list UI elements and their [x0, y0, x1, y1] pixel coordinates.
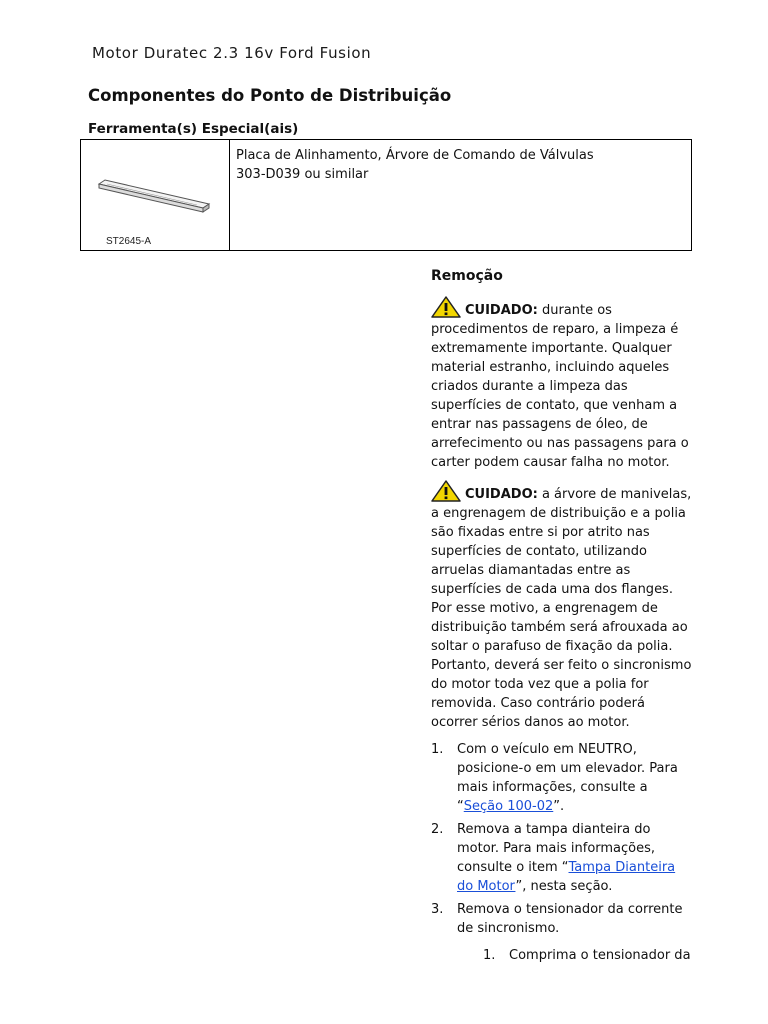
link-secao-100-02[interactable]: Seção 100-02 [463, 799, 554, 814]
tool-description-line1: Placa de Alinhamento, Árvore de Comando de Válvulas [236, 148, 594, 163]
removal-title: Remoção [431, 268, 503, 284]
caution-label: CUIDADO: [465, 303, 538, 318]
step-number: 2. [431, 822, 444, 837]
sub-list-item [457, 946, 693, 965]
caution-2 [431, 480, 693, 732]
link-tampa-dianteira[interactable]: Tampa Dianteira do Motor [457, 860, 676, 894]
step-text: Com o veículo em NEUTRO, posicione-o em um elevador. Para mais informações, consulte a “ [457, 742, 678, 814]
list-item [431, 740, 693, 816]
step-text: Remova a tampa dianteira do motor. Para mais informações, consulte o item “ [457, 822, 656, 875]
caution-1 [431, 296, 693, 472]
document-header: Motor Duratec 2.3 16v Ford Fusion [92, 44, 372, 62]
tool-description-line2: 303-D039 ou similar [236, 167, 369, 182]
special-tools-table [80, 139, 692, 251]
substep-text: Comprima o tensionador da [509, 948, 691, 963]
step-text-end: ”. [553, 799, 565, 814]
section-title: Componentes do Ponto de Distribuição [88, 86, 452, 105]
tool-description [236, 146, 594, 184]
list-item [431, 900, 693, 965]
alignment-plate-image [97, 174, 211, 218]
table-divider [229, 140, 230, 250]
step-text-end: ”, nesta seção. [515, 879, 613, 894]
removal-steps [431, 740, 693, 965]
step-number: 3. [431, 902, 444, 917]
substep-number: 1. [483, 948, 496, 963]
warning-icon [431, 480, 461, 502]
step-text: Remova o tensionador da corrente de sincronismo. [457, 902, 683, 936]
list-item [431, 820, 693, 896]
caution-text: a árvore de manivelas, a engrenagem de distribuição e a polia são fixadas entre si por atrito nas superfícies de contato, utilizando arruelas diamantadas entre as superfícies de cada uma dos flanges. Por esse motivo, a engrenagem de distribuição também será afrouxada ao soltar o parafuso de fixação da polia. Portanto, deverá ser feito o sincronismo do motor toda vez que a polia for removida. Caso contrário poderá ocorrer sérios danos ao motor. [431, 487, 692, 730]
special-tools-label: Ferramenta(s) Especial(ais) [88, 121, 299, 137]
caution-label: CUIDADO: [465, 487, 538, 502]
tool-code: ST2645-A [106, 236, 152, 247]
removal-section [431, 266, 693, 969]
step-number: 1. [431, 742, 444, 757]
warning-icon [431, 296, 461, 318]
caution-text: durante os procedimentos de reparo, a limpeza é extremamente importante. Qualquer material estranho, incluindo aqueles criados durante a limpeza das superfícies de contato, que venham a entrar nas passagens de óleo, de arrefecimento ou nas passagens para o carter podem causar falha no motor. [431, 303, 689, 470]
